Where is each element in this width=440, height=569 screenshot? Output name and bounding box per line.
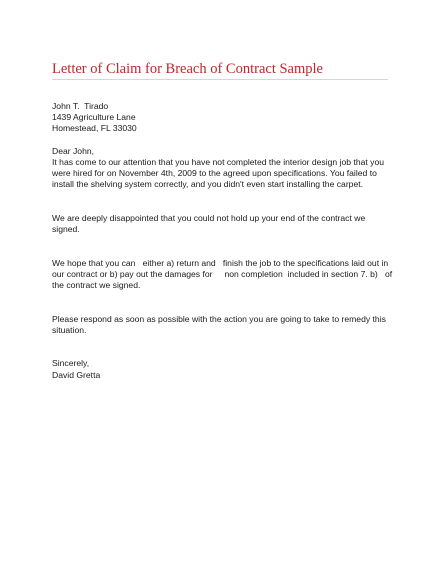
paragraph-respond	[52, 314, 392, 336]
letter-body	[52, 101, 392, 381]
spacer	[52, 135, 392, 146]
paragraph-line: our contract or b) pay out the damages for non completion included in section 7. b) of	[52, 268, 393, 279]
signature-name: David Gretta	[52, 369, 101, 380]
paragraph-attention	[52, 157, 392, 191]
paragraph-line: install the shelving system correctly, and you didn't even start installing the carpet.	[52, 179, 364, 190]
recipient-city: Homestead, FL 33030	[52, 123, 137, 134]
spacer	[52, 191, 392, 202]
salutation: Dear John,	[52, 145, 95, 156]
recipient-address	[52, 101, 392, 135]
spacer	[52, 347, 392, 358]
paragraph-line: situation.	[52, 324, 87, 335]
recipient-street: 1439 Agriculture Lane	[52, 112, 136, 123]
paragraph-line: We hope that you can either a) return and finish the job to the specifications laid out in	[52, 257, 389, 268]
spacer	[52, 235, 392, 246]
paragraph-line: were hired for on November 4th, 2009 to the agreed upon specifications. You failed to	[52, 168, 377, 179]
spacer	[52, 291, 392, 302]
paragraph-line: It has come to our attention that you have not completed the interior design job that you	[52, 156, 385, 167]
recipient-name: John T. Tirado	[52, 101, 109, 111]
paragraph-remedy-options	[52, 258, 392, 292]
spacer	[52, 302, 392, 313]
letter-title: Letter of Claim for Breach of Contract Sample	[52, 60, 388, 80]
paragraph-line: the contract we signed.	[52, 280, 141, 290]
spacer	[52, 336, 392, 347]
closing: Sincerely,	[52, 358, 90, 369]
paragraph-disappointed	[52, 213, 392, 235]
spacer	[52, 202, 392, 213]
paragraph-line: Please respond as soon as possible with the action you are going to take to remedy this	[52, 313, 386, 324]
paragraph-line: signed.	[52, 224, 80, 235]
paragraph-line: We are deeply disappointed that you could not hold up your end of the contract we	[52, 212, 366, 223]
spacer	[52, 246, 392, 257]
